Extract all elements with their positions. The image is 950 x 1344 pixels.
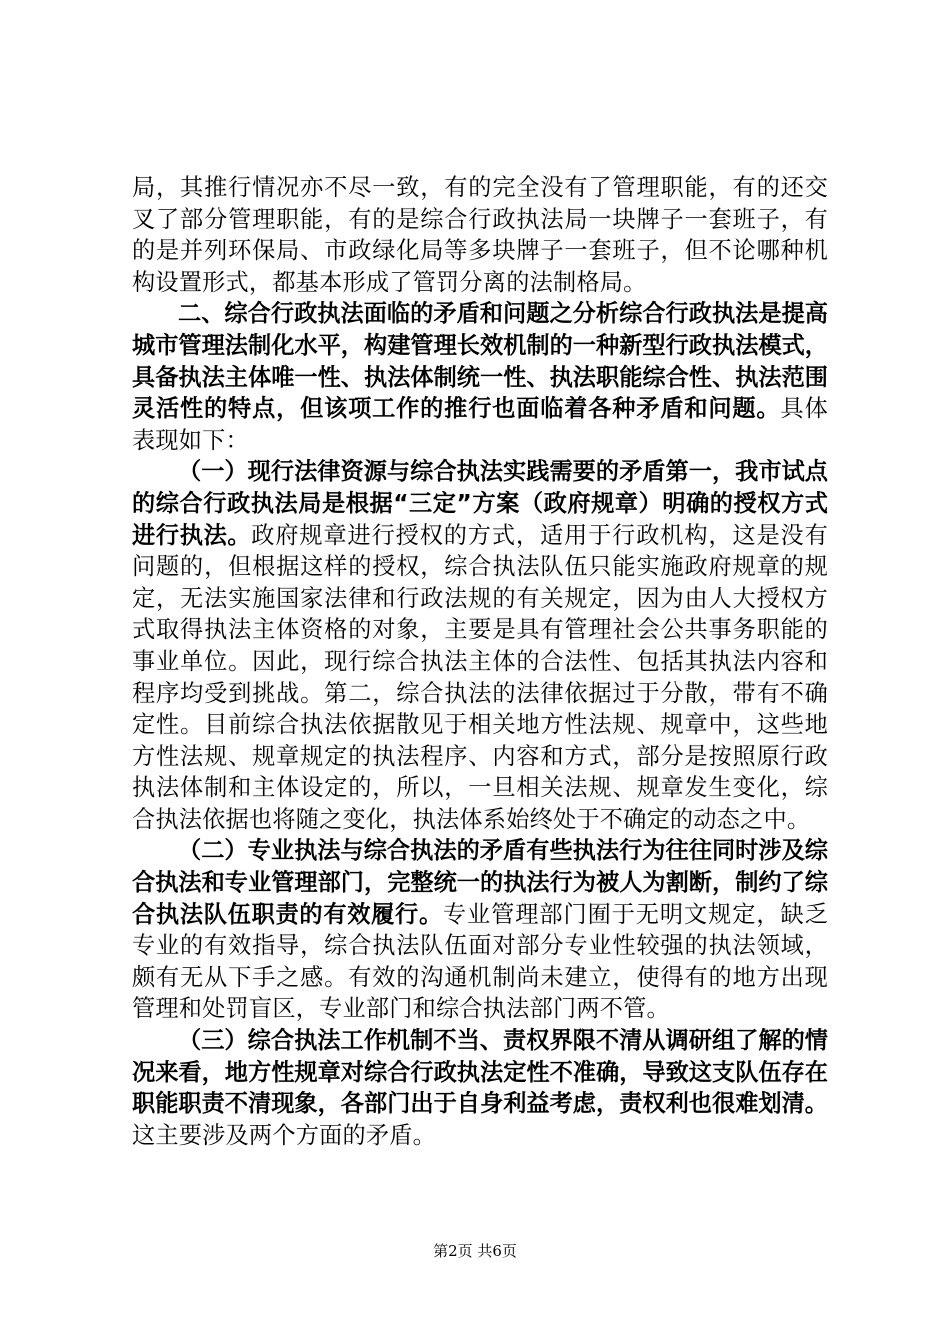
paragraph-text: 这主要涉及两个方面的矛盾。 [132, 1121, 437, 1149]
page-number-footer: 第2页 共6页 [433, 1242, 517, 1260]
paragraph-section-two [132, 298, 828, 456]
paragraph-text: 局，其推行情况亦不尽一致，有的完全没有了管理职能，有的还交叉了部分管理职能，有的是综合行政执法局一块牌子一套班子，有的是并列环保局、市政绿化局等多块牌子一套班子，但不论哪种机构设置形式，都基本形成了管罚分离的法制格局。 [132, 174, 828, 296]
paragraph-subsection-two [132, 835, 828, 1025]
paragraph-text: 具体表现如下： [132, 395, 828, 454]
paragraph-subsection-one [132, 456, 828, 835]
paragraph-text: 专业管理部门囿于无明文规定，缺乏专业的有效指导，综合执法队伍面对部分专业性较强的执法领域，颇有无从下手之感。有效的沟通机制尚未建立，使得有的地方出现管理和处罚盲区，专业部门和综合执法部门两不管。 [132, 900, 828, 1023]
subsection-heading-text: （三）综合执法工作机制不当、责权界限不清从调研组了解的情况来看，地方性规章对综合行政执法定性不准确，导致这支队伍存在职能职责不清现象，各部门出于自身利益考虑，责权利也很难划清。 [132, 1027, 828, 1118]
subsection-heading-text: （二）专业执法与综合执法的矛盾有些执法行为往往同时涉及综合执法和专业管理部门，完整统一的执法行为被人为割断，制约了综合执法队伍职责的有效履行。 [132, 837, 828, 928]
section-heading-text: 二、综合行政执法面临的矛盾和问题之分析综合行政执法是提高城市管理法制化水平，构建管理长效机制的一种新型行政执法模式，具备执法主体唯一性、执法体制统一性、执法职能综合性、执法范围灵活性的特点，但该项工作的推行也面临着各种矛盾和问题。 [132, 300, 828, 423]
paragraph-continuation [132, 172, 828, 298]
document-body [132, 172, 828, 1151]
subsection-heading-text: （一）现行法律资源与综合执法实践需要的矛盾第一，我市试点的综合行政执法局是根据“三定”方案（政府规章）明确的授权方式进行执法。 [132, 458, 828, 549]
paragraph-subsection-three [132, 1025, 828, 1151]
paragraph-text: 政府规章进行授权的方式，适用于行政机构，这是没有问题的，但根据这样的授权，综合执法队伍只能实施政府规章的规定，无法实施国家法律和行政法规的有关规定，因为由人大授权方式取得执法主体资格的对象，主要是具有管理社会公共事务职能的事业单位。因此，现行综合执法主体的合法性、包括其执法内容和程序均受到挑战。第二，综合执法的法律依据过于分散，带有不确定性。目前综合执法依据散见于相关地方性法规、规章中，这些地方性法规、规章规定的执法程序、内容和方式，部分是按照原行政执法体制和主体设定的，所以，一旦相关法规、规章发生变化，综合执法依据也将随之变化，执法体系始终处于不确定的动态之中。 [132, 521, 828, 833]
